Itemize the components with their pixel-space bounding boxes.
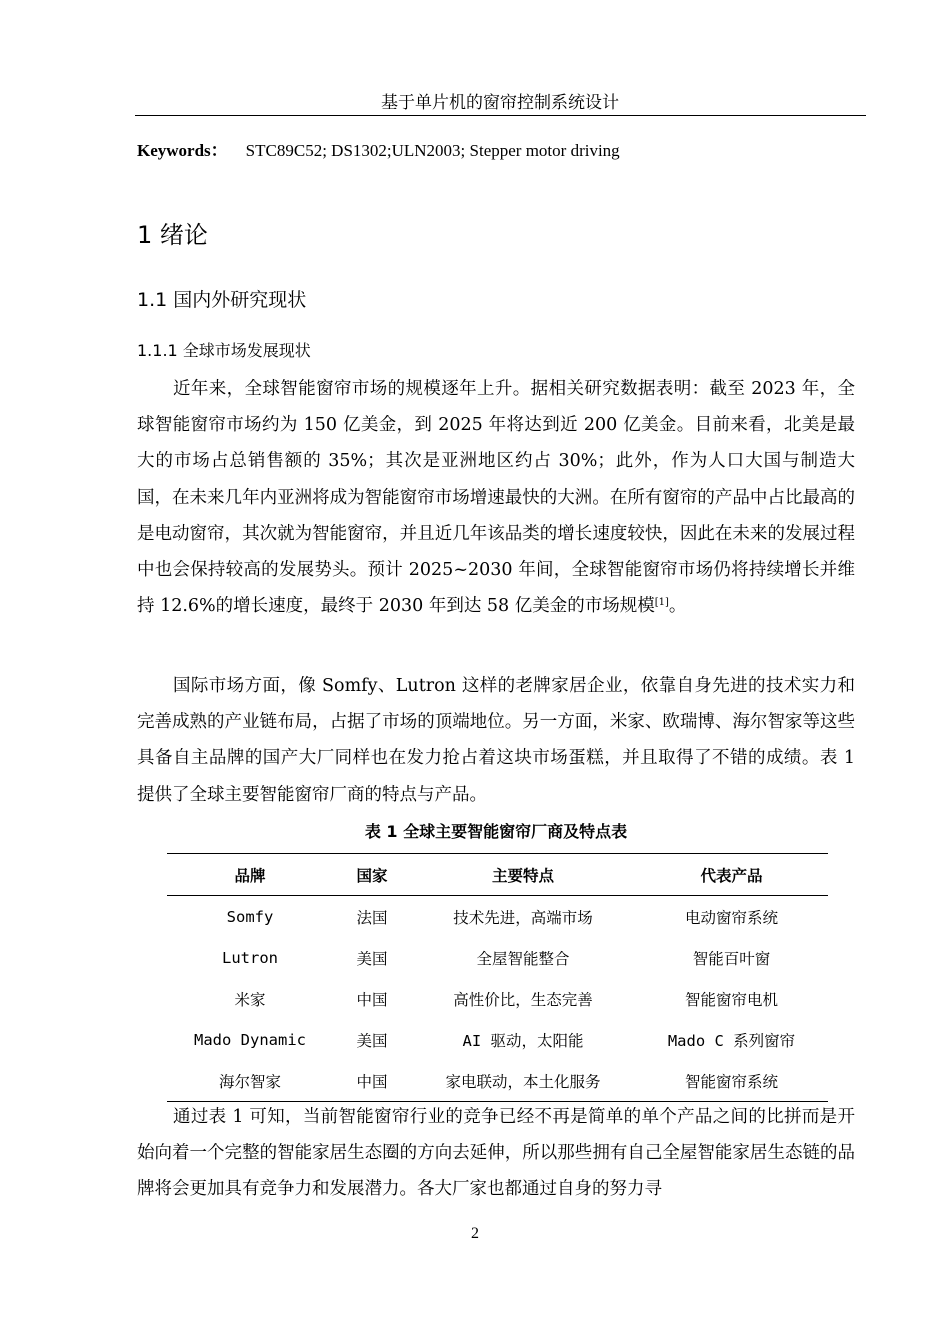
header-rule (135, 115, 866, 116)
table-row (167, 1019, 828, 1060)
cell-feature: 全屋智能整合 (476, 949, 570, 968)
subsection-heading: 1.1 国内外研究现状 (137, 289, 307, 311)
cell-brand: Lutron (222, 948, 278, 967)
table-row (167, 1060, 828, 1102)
paragraph-market-size-text: 近年来，全球智能窗帘市场的规模逐年上升。据相关研究数据表明：截至 2023 年，全球智能窗帘市场约为 150 亿美金，到 2025 年将达到近 200 亿美金。目前来看，北美是最大的市场占总销售额的 35%；其次是亚洲地区约占 30%；此外，作为人口大国与制造大国，在未来几年内亚洲将成为智能窗帘市场增速最快的大洲。在所有窗帘的产品中占比最高的是电动窗帘，其次就为智能窗帘，并且近几年该品类的增长速度较快，因此在未来的发展过程中也会保持较高的发展势头。预计 2025~2030 年间，全球智能窗帘市场仍将持续增长并维持 12.6%的增长速度，最终于 2030 年到达 58 亿美金的市场规模 (137, 379, 855, 617)
cell-country: 美国 (356, 1031, 388, 1050)
table-caption: 表 1 全球主要智能窗帘厂商及特点表 (364, 822, 628, 841)
cell-feature: 技术先进，高端市场 (453, 908, 593, 927)
running-header-title: 基于单片机的窗帘控制系统设计 (381, 93, 619, 113)
cell-product: Mado C 系列窗帘 (667, 1031, 796, 1050)
page-number: 2 (471, 1225, 479, 1242)
keywords-label: Keywords： (137, 141, 228, 160)
keywords-line (137, 139, 620, 163)
paragraph-market-size-end: 。 (668, 596, 687, 617)
subsubsection-heading: 1.1.1 全球市场发展现状 (137, 341, 311, 360)
cell-product: 智能百叶窗 (692, 949, 771, 968)
cell-feature: 高性价比，生态完善 (453, 990, 593, 1009)
cell-brand: Mado Dynamic (194, 1030, 306, 1049)
cell-brand: 海尔智家 (167, 1060, 333, 1102)
table-header-row (167, 854, 828, 896)
brand-table (167, 853, 828, 1102)
cell-product: 智能窗帘电机 (684, 990, 778, 1009)
cell-country: 中国 (356, 990, 388, 1009)
section-heading: 1 绪论 (137, 221, 208, 249)
cell-brand: 米家 (234, 990, 266, 1009)
paragraph-competition: 通过表 1 可知，当前智能窗帘行业的竞争已经不再是简单的单个产品之间的比拼而是开始向着一个完整的智能家居生态圈的方向去延伸，所以那些拥有自己全屋智能家居生态链的品牌将会更加具有竞争力和发展潜力。各大厂家也都通过自身的努力寻 (137, 1107, 855, 1200)
cell-product: 智能窗帘系统 (635, 1060, 828, 1102)
cell-country: 美国 (356, 949, 388, 968)
keywords-text: STC89C52; DS1302;ULN2003; Stepper motor driving (245, 141, 620, 160)
table-row (167, 978, 828, 1019)
cell-product: 电动窗帘系统 (684, 908, 778, 927)
cell-feature: 家电联动，本土化服务 (411, 1060, 635, 1102)
header-feature: 主要特点 (411, 854, 635, 896)
header-product: 代表产品 (635, 854, 828, 896)
paragraph-international-market: 国际市场方面，像 Somfy、Lutron 这样的老牌家居企业，依靠自身先进的技术实力和完善成熟的产业链布局，占据了市场的顶端地位。另一方面，米家、欧瑞博、海尔智家等这些具备自主品牌的国产大厂同样也在发力抢占着这块市场蛋糕，并且取得了不错的成绩。表 1 提供了全球主要智能窗帘厂商的特点与产品。 (137, 676, 855, 805)
table-row (167, 896, 828, 938)
cell-country: 法国 (356, 908, 388, 927)
cell-feature: AI 驱动，太阳能 (462, 1031, 584, 1050)
citation-1: [1] (654, 597, 669, 609)
header-brand: 品牌 (167, 854, 333, 896)
header-country: 国家 (333, 854, 411, 896)
cell-country: 中国 (333, 1060, 411, 1102)
cell-brand: Somfy (226, 907, 274, 926)
table-row (167, 937, 828, 978)
paragraph-market-size (137, 371, 855, 624)
